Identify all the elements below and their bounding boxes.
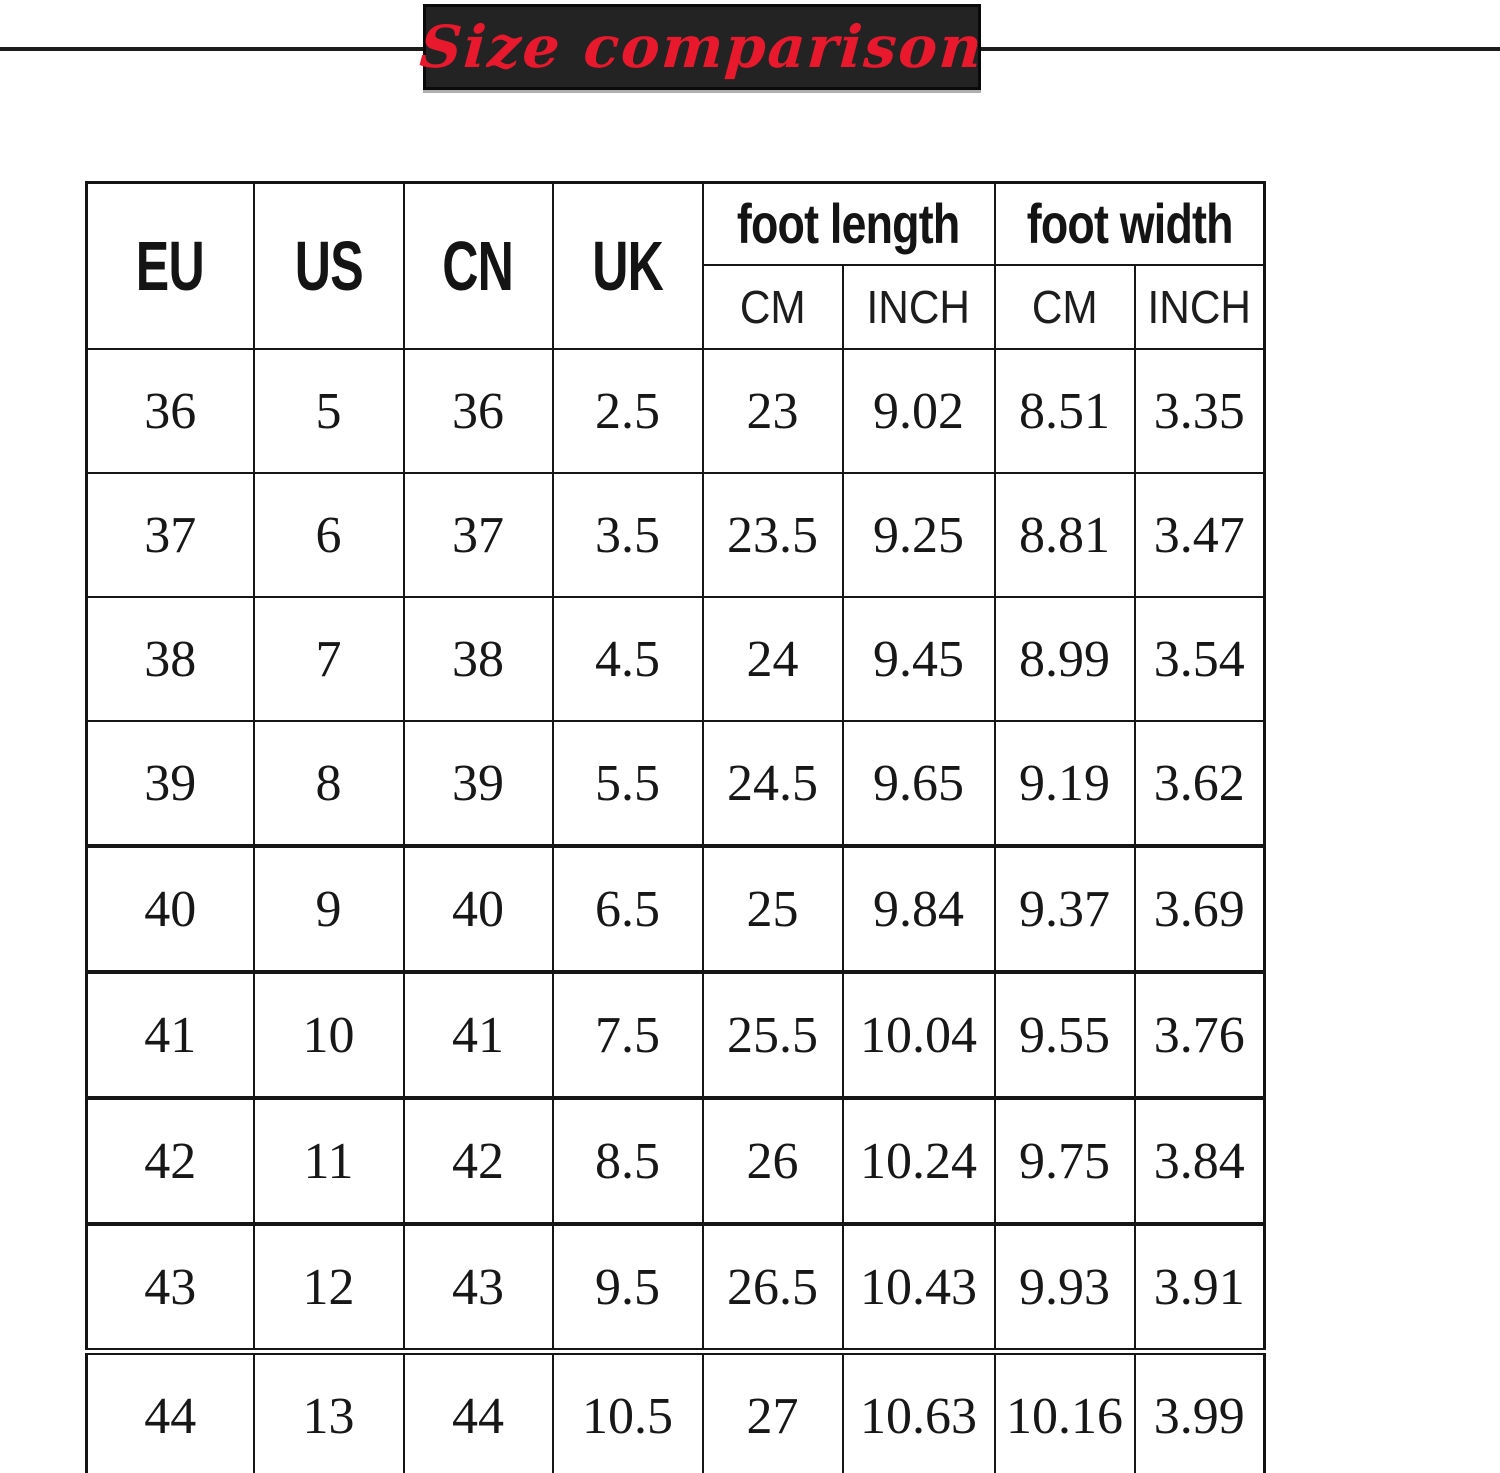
size-cell: 9.19 [995, 721, 1135, 846]
size-cell: 4.5 [553, 597, 703, 721]
size-cell: 24 [703, 597, 843, 721]
table-row [87, 473, 1265, 597]
size-cell: 9.75 [995, 1098, 1135, 1224]
size-cell: 8.51 [995, 349, 1135, 473]
size-cell: 39 [404, 721, 553, 846]
size-cell: 10.04 [843, 972, 995, 1098]
size-cell: 10.16 [995, 1352, 1135, 1473]
title-banner [417, 4, 987, 90]
subheader-foot-width-inch [1135, 265, 1265, 349]
table-row [87, 1224, 1265, 1352]
subheader-foot-length-cm-label: CM [739, 281, 806, 333]
table-header [87, 183, 1265, 350]
size-cell: 8.5 [553, 1098, 703, 1224]
column-header-cn-label: CN [442, 227, 514, 305]
size-cell: 40 [87, 846, 254, 972]
size-cell: 25.5 [703, 972, 843, 1098]
size-cell: 43 [404, 1224, 553, 1352]
table-body [87, 349, 1265, 1473]
size-cell: 9.02 [843, 349, 995, 473]
size-cell: 39 [87, 721, 254, 846]
size-cell: 9.45 [843, 597, 995, 721]
size-cell: 10.63 [843, 1352, 995, 1473]
size-cell: 3.54 [1135, 597, 1265, 721]
column-header-cn [404, 183, 553, 350]
subheader-foot-width-inch-label: INCH [1147, 281, 1251, 333]
size-cell: 8.81 [995, 473, 1135, 597]
column-group-foot-width [995, 183, 1265, 266]
subheader-foot-length-cm [703, 265, 843, 349]
size-cell: 9.65 [843, 721, 995, 846]
size-cell: 3.35 [1135, 349, 1265, 473]
size-cell: 42 [404, 1098, 553, 1224]
size-cell: 9.5 [553, 1224, 703, 1352]
size-cell: 23.5 [703, 473, 843, 597]
size-cell: 3.84 [1135, 1098, 1265, 1224]
size-cell: 38 [87, 597, 254, 721]
table-row [87, 721, 1265, 846]
size-cell: 24.5 [703, 721, 843, 846]
size-cell: 5 [254, 349, 404, 473]
column-header-eu-label: EU [136, 227, 205, 305]
column-group-foot-length [703, 183, 995, 266]
size-cell: 26.5 [703, 1224, 843, 1352]
column-header-eu [87, 183, 254, 350]
table-row [87, 972, 1265, 1098]
size-cell: 13 [254, 1352, 404, 1473]
size-cell: 41 [87, 972, 254, 1098]
size-cell: 3.62 [1135, 721, 1265, 846]
size-cell: 40 [404, 846, 553, 972]
size-cell: 9.55 [995, 972, 1135, 1098]
size-cell: 2.5 [553, 349, 703, 473]
size-cell: 37 [404, 473, 553, 597]
foot-width-label: foot width [1026, 192, 1233, 255]
table-row [87, 597, 1265, 721]
size-cell: 36 [404, 349, 553, 473]
subheader-foot-width-cm [995, 265, 1135, 349]
column-header-us [254, 183, 404, 350]
size-cell: 9 [254, 846, 404, 972]
size-cell: 3.5 [553, 473, 703, 597]
size-cell: 8.99 [995, 597, 1135, 721]
size-cell: 25 [703, 846, 843, 972]
table-row [87, 1352, 1265, 1473]
table-row [87, 846, 1265, 972]
size-cell: 10.24 [843, 1098, 995, 1224]
size-cell: 9.25 [843, 473, 995, 597]
size-cell: 9.37 [995, 846, 1135, 972]
foot-length-label: foot length [737, 192, 960, 255]
size-table [85, 181, 1266, 1473]
size-cell: 44 [87, 1352, 254, 1473]
size-cell: 36 [87, 349, 254, 473]
size-cell: 6.5 [553, 846, 703, 972]
subheader-foot-width-cm-label: CM [1031, 281, 1098, 333]
page-title: Size comparison [417, 13, 987, 81]
size-cell: 38 [404, 597, 553, 721]
table-row [87, 1098, 1265, 1224]
column-header-uk-label: UK [592, 227, 663, 305]
size-cell: 44 [404, 1352, 553, 1473]
size-cell: 8 [254, 721, 404, 846]
size-cell: 26 [703, 1098, 843, 1224]
size-cell: 3.91 [1135, 1224, 1265, 1352]
size-cell: 27 [703, 1352, 843, 1473]
subheader-foot-length-inch [843, 265, 995, 349]
size-cell: 9.84 [843, 846, 995, 972]
size-cell: 10.43 [843, 1224, 995, 1352]
size-cell: 11 [254, 1098, 404, 1224]
subheader-foot-length-inch-label: INCH [866, 281, 971, 333]
size-cell: 3.99 [1135, 1352, 1265, 1473]
size-cell: 41 [404, 972, 553, 1098]
size-cell: 6 [254, 473, 404, 597]
size-cell: 9.93 [995, 1224, 1135, 1352]
size-cell: 10 [254, 972, 404, 1098]
size-cell: 7.5 [553, 972, 703, 1098]
column-header-uk [553, 183, 703, 350]
size-cell: 43 [87, 1224, 254, 1352]
size-cell: 10.5 [553, 1352, 703, 1473]
column-header-us-label: US [294, 227, 363, 305]
size-cell: 3.76 [1135, 972, 1265, 1098]
size-cell: 5.5 [553, 721, 703, 846]
size-cell: 7 [254, 597, 404, 721]
size-cell: 3.47 [1135, 473, 1265, 597]
table-row [87, 349, 1265, 473]
size-cell: 3.69 [1135, 846, 1265, 972]
size-cell: 23 [703, 349, 843, 473]
size-cell: 42 [87, 1098, 254, 1224]
size-cell: 37 [87, 473, 254, 597]
size-cell: 12 [254, 1224, 404, 1352]
